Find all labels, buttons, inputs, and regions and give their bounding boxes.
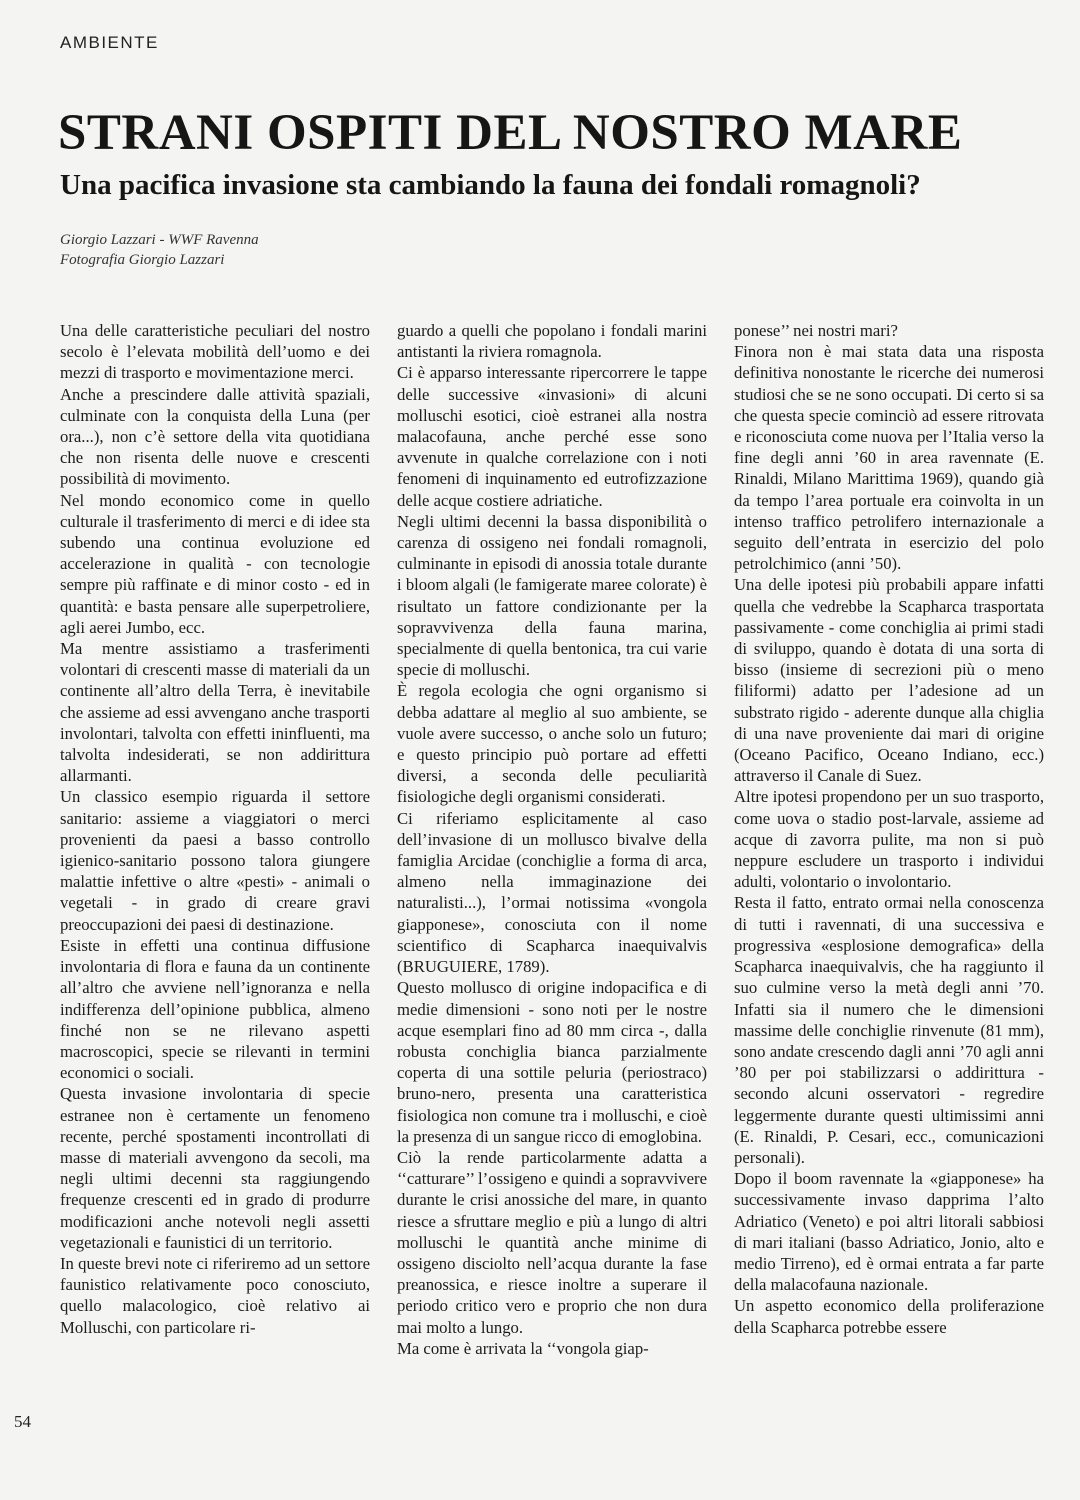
- paragraph: ponese’’ nei nostri mari?: [734, 321, 898, 340]
- paragraph: Ma come è arrivata la ‘‘vongola giap-: [397, 1338, 649, 1358]
- paragraph: Dopo il boom ravennate la «giapponese» ha successivamente invaso dapprima l’alto Adriatico (Veneto) e poi altri litorali sabbiosi di mari italiani (basso Adriatico, Jonio, alto e medio Tirreno), ed è ormai entrata a far parte della malacofauna nazionale.: [734, 1169, 1044, 1295]
- paragraph: Esiste in effetti una continua diffusione involontaria di flora e fauna da un continente all’altro che avviene nell’ignoranza e nella indifferenza dell’opinione pubblica, almeno finché non se ne rilevano aspetti macroscopici, specie se rilevanti in termini economici o sociali.: [60, 935, 370, 1083]
- paragraph: Una delle ipotesi più probabili appare infatti quella che vedrebbe la Scapharca trasportata passivamente - come conchiglia ai primi stadi di sviluppo, quando è dotata di una sorta di bisso (insieme di secrezioni più o meno filiformi) adatto per l’adesione ad un substrato rigido - aderente dunque alla chiglia di una nave proveniente dai mari di origine (Oceano Pacifico, Oceano Indiano, ecc.) attraverso il Canale di Suez.: [734, 575, 1044, 786]
- paragraph: Ma mentre assistiamo a trasferimenti volontari di crescenti masse di materiali da un continente all’altro della Terra, è inevitabile che assieme ad essi avvengano anche trasporti involontari, talvolta con effetti ininfluenti, ma talvolta indesiderati, se non addirittura allarmanti.: [60, 639, 370, 786]
- paragraph: Resta il fatto, entrato ormai nella conoscenza di tutti i ravennati, di una successiva e progressiva «esplosione demografica» della Scapharca inaequivalvis, che ha raggiunto il suo culmine verso la metà degli anni ’70. Infatti sia il numero che le dimensioni massime delle conchiglie rinvenute (81 mm), sono andate crescendo dagli anni ’70 agli anni ’80 per poi stabilizzarsi o addirittura - secondo alcuni osservatori - regredire leggermente durante questi ultimissimi anni (E. Rinaldi, P. Cesari, ecc., comunicazioni personali).: [734, 893, 1044, 1167]
- paragraph: Ci riferiamo esplicitamente al caso dell’invasione di un mollusco bivalve della famiglia Arcidae (conchiglie a forma di arca, almeno nella immaginazione dei naturalisti...), l’ormai notissima «vongola giapponese», conosciuta con il nome scientifico di Scapharca inaequivalvis (BRUGUIERE, 1789).: [397, 808, 707, 977]
- article-subtitle: Una pacifica invasione sta cambiando la fauna dei fondali romagnoli?: [60, 169, 921, 201]
- text-column-2: [397, 320, 707, 1359]
- byline-author: Giorgio Lazzari - WWF Ravenna: [60, 232, 259, 248]
- paragraph: È regola ecologia che ogni organismo si debba adattare al meglio al suo ambiente, se vuole avere successo, o anche solo un futuro; e questo principio può portare ad effetti diversi, a seconda delle peculiarità fisiologiche degli organismi considerati.: [397, 681, 707, 807]
- paragraph: Finora non è mai stata data una risposta definitiva nonostante le ricerche dei numerosi studiosi che se ne sono occupati. Di certo si sa che questa specie cominciò ad essere ritrovata e riconosciuta come nuova per l’Italia verso la fine degli anni ’60 in area ravennate (E. Rinaldi, Milano Marittima 1969), quando già da tempo l’area portuale era coinvolta in un intenso traffico petrolifero internazionale a seguito dell’entrata in esercizio del polo petrolchimico (anni ’50).: [734, 342, 1044, 574]
- article-title: STRANI OSPITI DEL NOSTRO MARE: [58, 105, 963, 161]
- section-label: AMBIENTE: [60, 33, 159, 52]
- paragraph: guardo a quelli che popolano i fondali marini antistanti la riviera romagnola.: [397, 321, 707, 362]
- paragraph: Un classico esempio riguarda il settore sanitario: assieme a viaggiatori o merci provenienti da paesi a basso controllo igienico-sanitario possono talora giungere malattie infettive o altre «pesti» - animali o vegetali - in grado di creare gravi preoccupazioni dei paesi di destinazione.: [60, 787, 370, 934]
- paragraph: Questo mollusco di origine indopacifica e di medie dimensioni - sono noti per le nostre acque esemplari fino ad 80 mm circa -, dalla robusta conchiglia bianca parzialmente coperta di una sottile peluria (periostraco) bruno-nero, presenta una caratteristica fisiologica non comune tra i molluschi, e cioè la presenza di un sangue ricco di emoglobina.: [397, 978, 707, 1146]
- paragraph: Nel mondo economico come in quello culturale il trasferimento di merci e di idee sta subendo una continua evoluzione ed accelerazione in qualità - con tecnologie sempre più raffinate e di minor costo - ed in quantità: e basta pensare alle superpetroliere, agli aerei Jumbo, ecc.: [60, 490, 370, 637]
- byline-photo-credit: Fotografia Giorgio Lazzari: [60, 252, 225, 268]
- paragraph: Una delle caratteristiche peculiari del nostro secolo è l’elevata mobilità dell’uomo e dei mezzi di trasporto e movimentazione merci.: [60, 321, 370, 383]
- paragraph: Anche a prescindere dalle attività spaziali, culminate con la conquista della Luna (per ora...), non c’è settore della vita quotidiana che non risenta delle nuove e crescenti possibilità di movimento.: [60, 384, 370, 489]
- paragraph: Un aspetto economico della proliferazione della Scapharca potrebbe essere: [734, 1296, 1044, 1337]
- byline: [60, 230, 259, 270]
- paragraph: Ci è apparso interessante ripercorrere le tappe delle successive «invasioni» di alcuni molluschi esotici, cioè estranei alla nostra malacofauna, anche perché esse sono avvenute in qualche correlazione con i noti fenomeni di inquinamento ed eutrofizzazione delle acque costiere adriatiche.: [397, 363, 707, 510]
- paragraph: Altre ipotesi propendono per un suo trasporto, come uova o stadio post-larvale, assieme ad acque di zavorra pulite, ma non si può neppure escludere un trasporto i individui adulti, volontario o involontario.: [734, 787, 1044, 892]
- page-number: 54: [14, 1412, 31, 1431]
- paragraph: Negli ultimi decenni la bassa disponibilità o carenza di ossigeno nei fondali romagnoli, culminante in episodi di anossia totale durante i bloom algali (le famigerate maree colorate) è risultato un fattore condizionante per la sopravvivenza della fauna marina, specialmente di quella bentonica, tra cui varie specie di molluschi.: [397, 511, 707, 680]
- paragraph: Questa invasione involontaria di specie estranee non è certamente un fenomeno recente, perché spostamenti incontrollati di masse di materiali avvengono da secoli, ma negli ultimi decenni sta raggiungendo frequenze crescenti ed in grado di produrre modificazioni anche notevoli negli assetti vegetazionali e faunistici di un territorio.: [60, 1084, 370, 1252]
- text-column-1: [60, 320, 370, 1338]
- paragraph: In queste brevi note ci riferiremo ad un settore faunistico relativamente poco conosciuto, quello malacologico, cioè relativo ai Molluschi, con particolare ri-: [60, 1253, 370, 1337]
- paragraph: Ciò la rende particolarmente adatta a ‘‘catturare’’ l’ossigeno e quindi a sopravvivere durante le crisi anossiche del mare, in quanto riesce a sfruttare meglio e più a lungo di altri molluschi le quantità anche minime di ossigeno disciolto nell’acqua durante la fase preanossica, e riesce inoltre a superare il periodo critico vero e proprio che non dura mai molto a lungo.: [397, 1147, 707, 1337]
- text-column-3: [734, 320, 1044, 1338]
